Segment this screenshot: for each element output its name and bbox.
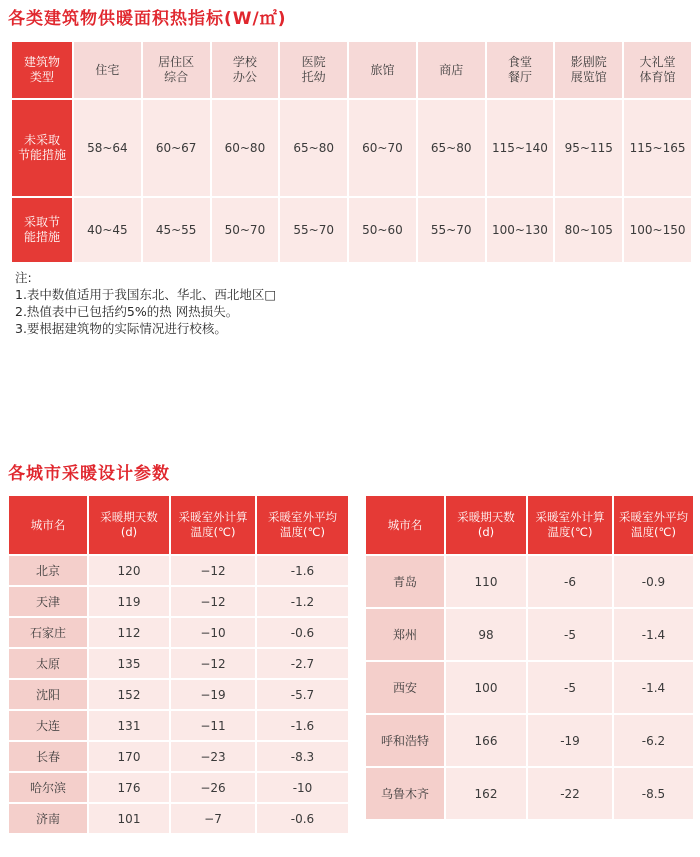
table-cell: -19 <box>528 715 612 766</box>
table-header-row <box>366 496 693 554</box>
table-row <box>9 804 348 833</box>
table-cell: -8.5 <box>614 768 693 819</box>
row-header: 采取节 能措施 <box>12 198 72 262</box>
table-cell: −7 <box>171 804 255 833</box>
column-header: 旅馆 <box>349 42 416 98</box>
table-row <box>366 662 693 713</box>
column-header: 采暖室外计算 温度(℃) <box>171 496 255 554</box>
column-header: 医院 托幼 <box>280 42 347 98</box>
table-cell: -6 <box>528 556 612 607</box>
table-cell: 110 <box>446 556 526 607</box>
table-cell: 55~70 <box>418 198 485 262</box>
table-cell: 166 <box>446 715 526 766</box>
column-header: 采暖期天数 (d) <box>446 496 526 554</box>
column-header: 大礼堂 体育馆 <box>624 42 691 98</box>
column-header: 住宅 <box>74 42 141 98</box>
city-name-cell: 呼和浩特 <box>366 715 444 766</box>
note-item: 1.表中数值适用于我国东北、华北、西北地区□ <box>15 287 277 302</box>
table-cell: 45~55 <box>143 198 210 262</box>
table-row <box>9 649 348 678</box>
table-cell: 100~130 <box>487 198 554 262</box>
city-name-cell: 石家庄 <box>9 618 87 647</box>
table-cell: 131 <box>89 711 169 740</box>
heat-index-title: 各类建筑物供暖面积热指标(W/㎡) <box>8 9 287 29</box>
column-header: 采暖期天数 (d) <box>89 496 169 554</box>
column-header: 影剧院 展览馆 <box>555 42 622 98</box>
table-row <box>366 768 693 819</box>
city-name-cell: 济南 <box>9 804 87 833</box>
table-cell: -1.4 <box>614 609 693 660</box>
column-header: 商店 <box>418 42 485 98</box>
table-row <box>9 711 348 740</box>
notes <box>15 269 276 337</box>
table-cell: 80~105 <box>555 198 622 262</box>
table-cell: 135 <box>89 649 169 678</box>
note-item: 3.要根据建筑物的实际情况进行校核。 <box>15 321 227 336</box>
table-cell: 40~45 <box>74 198 141 262</box>
table-cell: −12 <box>171 587 255 616</box>
table-cell: 50~60 <box>349 198 416 262</box>
column-header: 采暖室外计算 温度(℃) <box>528 496 612 554</box>
table-cell: −19 <box>171 680 255 709</box>
table-cell: 60~67 <box>143 100 210 196</box>
table-cell: 60~70 <box>349 100 416 196</box>
table-cell: 65~80 <box>280 100 347 196</box>
table-cell: -1.6 <box>257 711 348 740</box>
table-cell: -1.4 <box>614 662 693 713</box>
table-row <box>366 715 693 766</box>
table-cell: -1.6 <box>257 556 348 585</box>
table-cell: 95~115 <box>555 100 622 196</box>
table-row <box>9 587 348 616</box>
city-name-cell: 太原 <box>9 649 87 678</box>
table-cell: 98 <box>446 609 526 660</box>
city-name-cell: 天津 <box>9 587 87 616</box>
city-name-cell: 西安 <box>366 662 444 713</box>
table-cell: 101 <box>89 804 169 833</box>
table-cell: -0.6 <box>257 618 348 647</box>
table-row <box>9 742 348 771</box>
notes-heading: 注: <box>15 270 32 285</box>
table-cell: 55~70 <box>280 198 347 262</box>
city-table-left <box>7 494 350 835</box>
table-cell: -1.2 <box>257 587 348 616</box>
city-name-cell: 大连 <box>9 711 87 740</box>
city-name-cell: 哈尔滨 <box>9 773 87 802</box>
table-cell: -0.6 <box>257 804 348 833</box>
city-name-cell: 北京 <box>9 556 87 585</box>
table-cell: 120 <box>89 556 169 585</box>
city-heating-title: 各城市采暖设计参数 <box>8 464 170 484</box>
table-row <box>366 609 693 660</box>
table-cell: 100 <box>446 662 526 713</box>
table-cell: 170 <box>89 742 169 771</box>
table-row <box>9 680 348 709</box>
table-cell: −11 <box>171 711 255 740</box>
table-cell: 50~70 <box>212 198 279 262</box>
table-cell: −12 <box>171 649 255 678</box>
column-header: 城市名 <box>9 496 87 554</box>
table-cell: -2.7 <box>257 649 348 678</box>
table-cell: 162 <box>446 768 526 819</box>
city-name-cell: 沈阳 <box>9 680 87 709</box>
city-name-cell: 乌鲁木齐 <box>366 768 444 819</box>
table-cell: 58~64 <box>74 100 141 196</box>
table-cell: 152 <box>89 680 169 709</box>
table-cell: -5 <box>528 662 612 713</box>
column-header: 学校 办公 <box>212 42 279 98</box>
table-cell: -5.7 <box>257 680 348 709</box>
column-header: 城市名 <box>366 496 444 554</box>
table-cell: 119 <box>89 587 169 616</box>
table-cell: 100~150 <box>624 198 691 262</box>
table-cell: −26 <box>171 773 255 802</box>
table-cell: 115~140 <box>487 100 554 196</box>
table-header-row <box>9 496 348 554</box>
table-cell: -10 <box>257 773 348 802</box>
table-cell: -5 <box>528 609 612 660</box>
table-cell: -6.2 <box>614 715 693 766</box>
table-cell: −23 <box>171 742 255 771</box>
row-header: 未采取 节能措施 <box>12 100 72 196</box>
column-header: 居住区 综合 <box>143 42 210 98</box>
table-cell: -22 <box>528 768 612 819</box>
column-header: 食堂 餐厅 <box>487 42 554 98</box>
table-cell: 115~165 <box>624 100 691 196</box>
city-name-cell: 长春 <box>9 742 87 771</box>
city-name-cell: 青岛 <box>366 556 444 607</box>
table-row <box>366 556 693 607</box>
heat-index-table <box>10 40 693 264</box>
table-cell: 65~80 <box>418 100 485 196</box>
table-row <box>12 198 691 262</box>
table-row <box>9 773 348 802</box>
table-cell: 176 <box>89 773 169 802</box>
building-type-header: 建筑物 类型 <box>12 42 72 98</box>
city-table-right <box>364 494 695 821</box>
table-cell: −10 <box>171 618 255 647</box>
column-header: 采暖室外平均 温度(℃) <box>614 496 693 554</box>
table-row <box>9 618 348 647</box>
table-row <box>9 556 348 585</box>
note-item: 2.热值表中已包括约5%的热 网热损失。 <box>15 304 239 319</box>
table-cell: -0.9 <box>614 556 693 607</box>
table-row <box>12 100 691 196</box>
table-cell: 112 <box>89 618 169 647</box>
table-cell: −12 <box>171 556 255 585</box>
city-name-cell: 郑州 <box>366 609 444 660</box>
table-cell: -8.3 <box>257 742 348 771</box>
column-header: 采暖室外平均 温度(℃) <box>257 496 348 554</box>
table-cell: 60~80 <box>212 100 279 196</box>
